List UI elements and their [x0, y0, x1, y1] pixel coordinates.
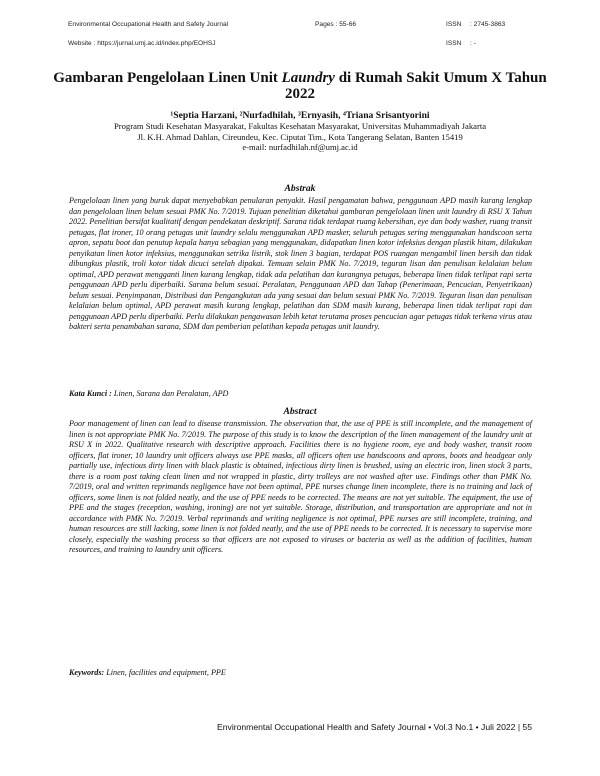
- abstract-heading: Abstract: [283, 406, 317, 417]
- keywords-value: Linen, facilities and equipment, PPE: [104, 668, 226, 677]
- journal-name: Environmental Occupational Health and Safety Journal: [68, 21, 229, 28]
- abstrak-heading: Abstrak: [284, 183, 316, 194]
- title-part-1: Gambaran Pengelolaan Linen Unit: [53, 70, 282, 86]
- affiliation-line-1: Program Studi Kesehatan Masyarakat, Fakultas Kesehatan Masyarakat, Universitas Muhammadiyah Jakarta: [113, 121, 487, 131]
- author-email[interactable]: e-mail: nurfadhilah.nf@umj.ac.id: [242, 142, 358, 152]
- kata-kunci-label: Kata Kunci :: [69, 389, 112, 398]
- issn-label: ISSN: [446, 21, 462, 28]
- e-issn-value: : -: [470, 40, 476, 47]
- keywords-label: Keywords:: [69, 668, 105, 677]
- journal-website[interactable]: Website : https://jurnal.umj.ac.id/index.php/EOHSJ: [68, 40, 216, 47]
- title-part-2: di Rumah Sakit Umum X Tahun 2022: [285, 70, 547, 102]
- paper-title: [40, 70, 560, 102]
- issn-value: : 2745-3863: [470, 21, 506, 28]
- kata-kunci: [69, 389, 532, 398]
- page-range: Pages : 55-66: [315, 21, 357, 28]
- affiliation-line-2: Jl. K.H. Ahmad Dahlan, Cireundeu, Kec. Ciputat Tim., Kota Tangerang Selatan, Banten 15419: [137, 131, 463, 142]
- author-list: ¹Septia Harzani, ²Nurfadhilah, ³Ernyasih, ⁴Triana Srisantyorini: [170, 110, 430, 121]
- affiliation: [40, 121, 560, 153]
- keywords: [69, 668, 532, 677]
- e-issn-label: ISSN: [446, 40, 462, 47]
- title-italic-word: Laundry: [281, 70, 335, 86]
- abstract-text: Poor management of linen can lead to disease transmission. The observation that, the use of PPE is still incomplete, and the management of linen is not appropriate PMK No. 7/2019. The purpose of this study is to know the description of the linen management of the laundry unit at RSU X in 2022. Qualitative research with descriptive approach. Facilities there is no hygiene room, eye and body washer, transit room officers, flat ironer, 10 laundry unit officers always use PPE masks, all officers often use handscoons and aprons, boots and headgear only partially use, infectious dirty linen with black plastic is obtained, infectious dirty linen is brushed, using an electric iron, linen stock 3 parts, there is a room post taking clean linen and not wrapped in plastic, dirty trolleys are not washed after use. Findings other than PMK No. 7/2019, oral and written reprimands negligence have not been optimal, PPE nurses change linen incomplete, there is no training and lack of officers, some linen is not folded neatly, and the use of PPE needs to be corrected. The means are not yet suitable. The equipment, the use of PPE and the stages (reception, washing, ironing) are not yet suitable. Storage, distribution, and transportation are appropriate and not in accordance with PMK No. 7/2019. Verbal reprimands and writing negligence is not optimal, PPE nurses are still incomplete, training, and human resources are still lacking, some linen is not folded neatly, and the use of PPE needs to be corrected. It is necessary to supervise more closely, especially the washing process so that officers are not exposed to viruses or bacteria as well as the addition of facilities, human resources, and training to laundry unit officers.: [69, 419, 532, 554]
- page-footer: Environmental Occupational Health and Safety Journal • Vol.3 No.1 • Juli 2022 | 55: [217, 722, 532, 732]
- abstrak-text: Pengelolaan linen yang buruk dapat menyebabkan penularan penyakit. Hasil pengamatan bahwa, penggunaan APD masih kurang lengkap dan pengelolaan linen belum sesuai PMK No. 7/2019. Tujuan penelitian diketahui gambaran pengelolaan linen unit laundry di RSU X Tahun 2022. Penelitian bersifat kualitatif dengan pendekatan deskriptif. Sarana tidak terdapat ruang kebersihan, eye dan body washer, ruang transit petugas, flat ironer, 10 orang petugas unit laundry selalu menggunakan APD masker, seluruh petugas sering menggunakan handscoon serta apron, sepatu boot dan penutup kepala hanya sebagian yang menggunakan, didapatkan linen kotor infeksius dengan plastik hitam, dilakukan penyikatan linen kotor infeksius, menggunakan setrika listrik, stok linen 3 bagian, terdapat POS ruangan mengambil linen bersih dan tidak dibungkus plastik, troli kotor tidak dicuci setelah dipakai. Temuan selain PMK No. 7/2019, teguran lisan dan penulisan kelalaian belum optimal, APD perawat mengganti linen kurang lengkap, tidak ada pelatihan dan kurangnya petugas, beberapa linen tidak terlipat rapi serta penggunaan APD perlu diperbaiki. Sarana belum sesuai. Peralatan, Penggunaan APD dan Tahap (Penerimaan, Pencucian, Penyetrikaan) belum sesuai. Penyimpanan, Distribusi dan Pengangkutan ada yang sesuai dan belum sesuai PMK No. 7/2019. Teguran lisan dan penulisan kelalaian belum optimal, APD perawat masih kurang lengkap, pelatihan dan SDM masih kurang, beberapa linen tidak terlipat rapi dan penggunaan APD perlu diperbaiki. Perlu dilakukan pengawasan lebih ketat terutama proses pencucian agar petugas tidak terkena virus atau bakteri serta penambahan sarana, SDM dan pemberian pelatihan kepada petugas unit laundry.: [69, 196, 532, 331]
- kata-kunci-value: Linen, Sarana dan Peralatan, APD: [111, 389, 229, 398]
